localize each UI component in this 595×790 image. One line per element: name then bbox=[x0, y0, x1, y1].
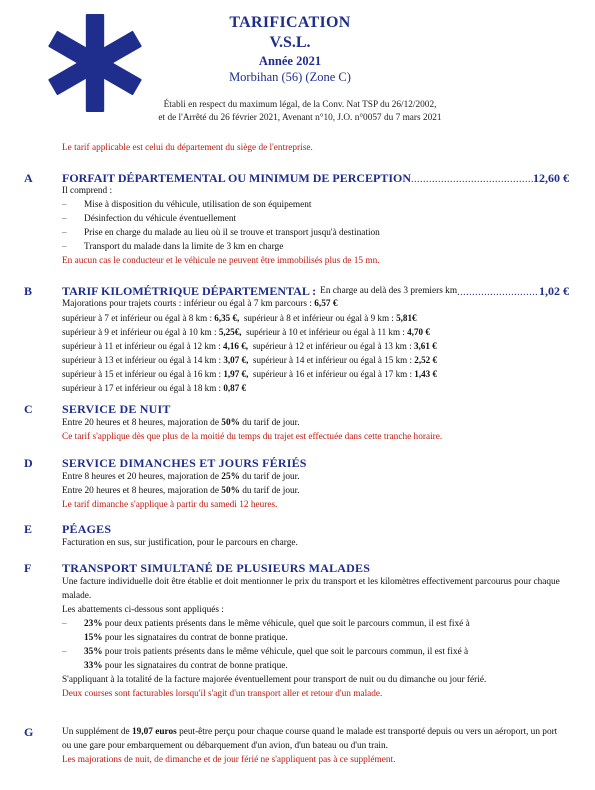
list-item: – Désinfection du véhicule éventuellement bbox=[62, 212, 562, 226]
value: 23% bbox=[84, 619, 103, 629]
list-item: – Mise à disposition du véhicule, utilisation de son équipement bbox=[62, 198, 562, 212]
section-d-body bbox=[62, 470, 562, 512]
table-row bbox=[62, 367, 562, 381]
section-d-line-2 bbox=[62, 484, 562, 498]
section-b-letter: B bbox=[24, 284, 33, 298]
legal-line-1: Établi en respect du maximum légal, de la Conv. Nat TSP du 26/12/2002, bbox=[163, 100, 437, 110]
applicable-note: Le tarif applicable est celui du département du siège de l'entreprise. bbox=[62, 143, 313, 153]
cell-value: 6,35 €, bbox=[214, 313, 240, 323]
section-a-warning: En aucun cas le conducteur et le véhicule ne peuvent être immobilisés plus de 15 mn. bbox=[62, 256, 380, 266]
value: 35% bbox=[84, 647, 103, 657]
cell-value: 3,07 €, bbox=[223, 355, 249, 365]
cell: supérieur à 9 et inférieur ou égal à 10 km : bbox=[62, 327, 219, 337]
section-d-warning: Le tarif dimanche s'applique à partir du samedi 12 heures. bbox=[62, 500, 278, 510]
cell: supérieur à 16 et inférieur ou égal à 17 km : bbox=[248, 369, 415, 379]
section-f-letter: F bbox=[24, 561, 32, 575]
legal-line-2: et de l'Arrêté du 26 février 2021, Avenant n°10, J.O. n°0057 du 7 mars 2021 bbox=[158, 113, 442, 123]
table-row bbox=[62, 381, 562, 395]
list-item: – Transport du malade dans la limite de 3 km en charge bbox=[62, 240, 562, 254]
section-c-line bbox=[62, 416, 562, 430]
section-c-body bbox=[62, 416, 562, 444]
text: pour les signataires du contrat de bonne pratique. bbox=[102, 661, 288, 671]
cell: supérieur à 10 et inférieur ou égal à 11 km : bbox=[241, 327, 408, 337]
value: 15% bbox=[84, 633, 103, 643]
section-f-intro: Une facture individuelle doit être établie et doit mentionner le prix du transport et les kilomètres effectivement parcourus pour chaque malade. bbox=[62, 577, 560, 601]
section-a-intro: Il comprend : bbox=[62, 186, 113, 196]
section-a-title: FORFAIT DÉPARTEMENTAL OU MINIMUM DE PERCEPTION bbox=[62, 171, 412, 185]
value: 25% bbox=[221, 472, 240, 482]
section-c-letter: C bbox=[24, 402, 33, 416]
table-row bbox=[62, 353, 562, 367]
page-title: TARIFICATION bbox=[229, 14, 351, 31]
section-d-letter: D bbox=[24, 456, 33, 470]
table-row bbox=[62, 325, 562, 339]
text: du tarif de jour. bbox=[239, 418, 300, 428]
section-g-text bbox=[62, 725, 562, 753]
section-f-warning: Deux courses sont facturables lorsqu'il s'agit d'un transport aller et retour d'un malade. bbox=[62, 689, 383, 699]
section-f-body bbox=[62, 575, 562, 701]
section-f-title: TRANSPORT SIMULTANÉ DE PLUSIEURS MALADES bbox=[62, 561, 371, 575]
section-b-price: 1,02 € bbox=[539, 284, 569, 298]
page-subtitle: V.S.L. bbox=[269, 34, 311, 51]
cell: supérieur à 7 et inférieur ou égal à 8 km : bbox=[62, 313, 215, 323]
section-e-text: Facturation en sus, sur justification, pour le parcours en charge. bbox=[62, 538, 298, 548]
text: Entre 20 heures et 8 heures, majoration de bbox=[62, 418, 222, 428]
list-item: – Prise en charge du malade au lieu où il se trouve et transport jusqu'à destination bbox=[62, 226, 562, 240]
value: 33% bbox=[84, 661, 103, 671]
cell-value: 5,81€ bbox=[396, 313, 417, 323]
section-e-title: PÉAGES bbox=[62, 522, 112, 536]
text: pour les signataires du contrat de bonne pratique. bbox=[102, 633, 288, 643]
list-item bbox=[62, 645, 562, 673]
intro-value: 6,57 € bbox=[314, 299, 338, 309]
cell-value: 1,97 €, bbox=[223, 369, 249, 379]
section-g-body bbox=[62, 725, 562, 767]
section-b-intro bbox=[62, 297, 562, 311]
cell: supérieur à 11 et inférieur ou égal à 12 km : bbox=[62, 341, 224, 351]
cell: supérieur à 14 et inférieur ou égal à 15 km : bbox=[248, 355, 415, 365]
value: 50% bbox=[221, 486, 240, 496]
section-b-title: TARIF KILOMÉTRIQUE DÉPARTEMENTAL : bbox=[62, 284, 317, 298]
cell-value: 2,52 € bbox=[414, 355, 438, 365]
intro-text: Majorations pour trajets courts : inférieur ou égal à 7 km parcours : bbox=[62, 299, 315, 309]
section-a-letter: A bbox=[24, 171, 33, 185]
cell: supérieur à 17 et inférieur ou égal à 18 km : bbox=[62, 383, 224, 393]
text: pour trois patients présents dans le même véhicule, quel que soit le parcours commun, il est fixé à bbox=[102, 647, 469, 657]
section-b-body bbox=[62, 297, 562, 311]
zone-label: Morbihan (56) (Zone C) bbox=[229, 70, 351, 84]
section-g-warning: Les majorations de nuit, de dimanche et de jour férié ne s'appliquent pas à ce supplément. bbox=[62, 755, 396, 765]
cell-value: 0,87 € bbox=[223, 383, 247, 393]
cell-value: 3,61 € bbox=[413, 341, 437, 351]
text: pour deux patients présents dans le même véhicule, quel que soit le parcours commun, il est fixé à bbox=[102, 619, 470, 629]
section-e-letter: E bbox=[24, 522, 33, 536]
value: 19,07 euros bbox=[131, 727, 177, 737]
cell: supérieur à 12 et inférieur ou égal à 13 km : bbox=[248, 341, 414, 351]
cell-value: 5,25€, bbox=[218, 327, 242, 337]
cell-value: 4,16 €, bbox=[223, 341, 249, 351]
text: du tarif de jour. bbox=[239, 472, 300, 482]
table-row bbox=[62, 311, 562, 325]
cell-value: 1,43 € bbox=[414, 369, 438, 379]
cell: supérieur à 8 et inférieur ou égal à 9 km : bbox=[239, 313, 397, 323]
section-e-body bbox=[62, 536, 562, 550]
cell-value: 4,70 € bbox=[407, 327, 430, 337]
year-label: Année 2021 bbox=[258, 54, 322, 68]
list-item bbox=[62, 617, 562, 645]
section-f-apply: S'appliquant à la totalité de la facture majorée éventuellement pour transport de nuit ou du dimanche ou jour férié. bbox=[62, 675, 487, 685]
section-c-title: SERVICE DE NUIT bbox=[62, 402, 171, 416]
text: Un supplément de bbox=[62, 727, 132, 737]
value: 50% bbox=[221, 418, 240, 428]
text: Entre 20 heures et 8 heures, majoration de bbox=[62, 486, 222, 496]
section-c-warning: Ce tarif s'applique dès que plus de la moitié du temps du trajet est effectuée dans cette tranche horaire. bbox=[62, 432, 443, 442]
text: du tarif de jour. bbox=[239, 486, 300, 496]
text: Entre 8 heures et 20 heures, majoration de bbox=[62, 472, 222, 482]
section-d-title: SERVICE DIMANCHES ET JOURS FÉRIÉS bbox=[62, 456, 307, 470]
section-f-abatt: Les abattements ci-dessous sont appliqués : bbox=[62, 605, 224, 615]
text: peut-être perçu pour chaque course quand le malade est transporté depuis ou vers un aéroport, un port ou une gare pour embarquement ou débarquement d'un avion, d'un bateau ou d'un train. bbox=[62, 727, 558, 751]
section-d-line-1 bbox=[62, 470, 562, 484]
section-b-rows bbox=[62, 311, 562, 395]
cell: supérieur à 13 et inférieur ou égal à 14 km : bbox=[62, 355, 224, 365]
section-b-subtitle: En charge au delà des 3 premiers km bbox=[320, 286, 458, 296]
section-a-price: 12,60 € bbox=[533, 171, 569, 185]
section-g-letter: G bbox=[24, 725, 34, 739]
table-row bbox=[62, 339, 562, 353]
section-a-body bbox=[62, 184, 562, 268]
cell: supérieur à 15 et inférieur ou égal à 16 km : bbox=[62, 369, 224, 379]
